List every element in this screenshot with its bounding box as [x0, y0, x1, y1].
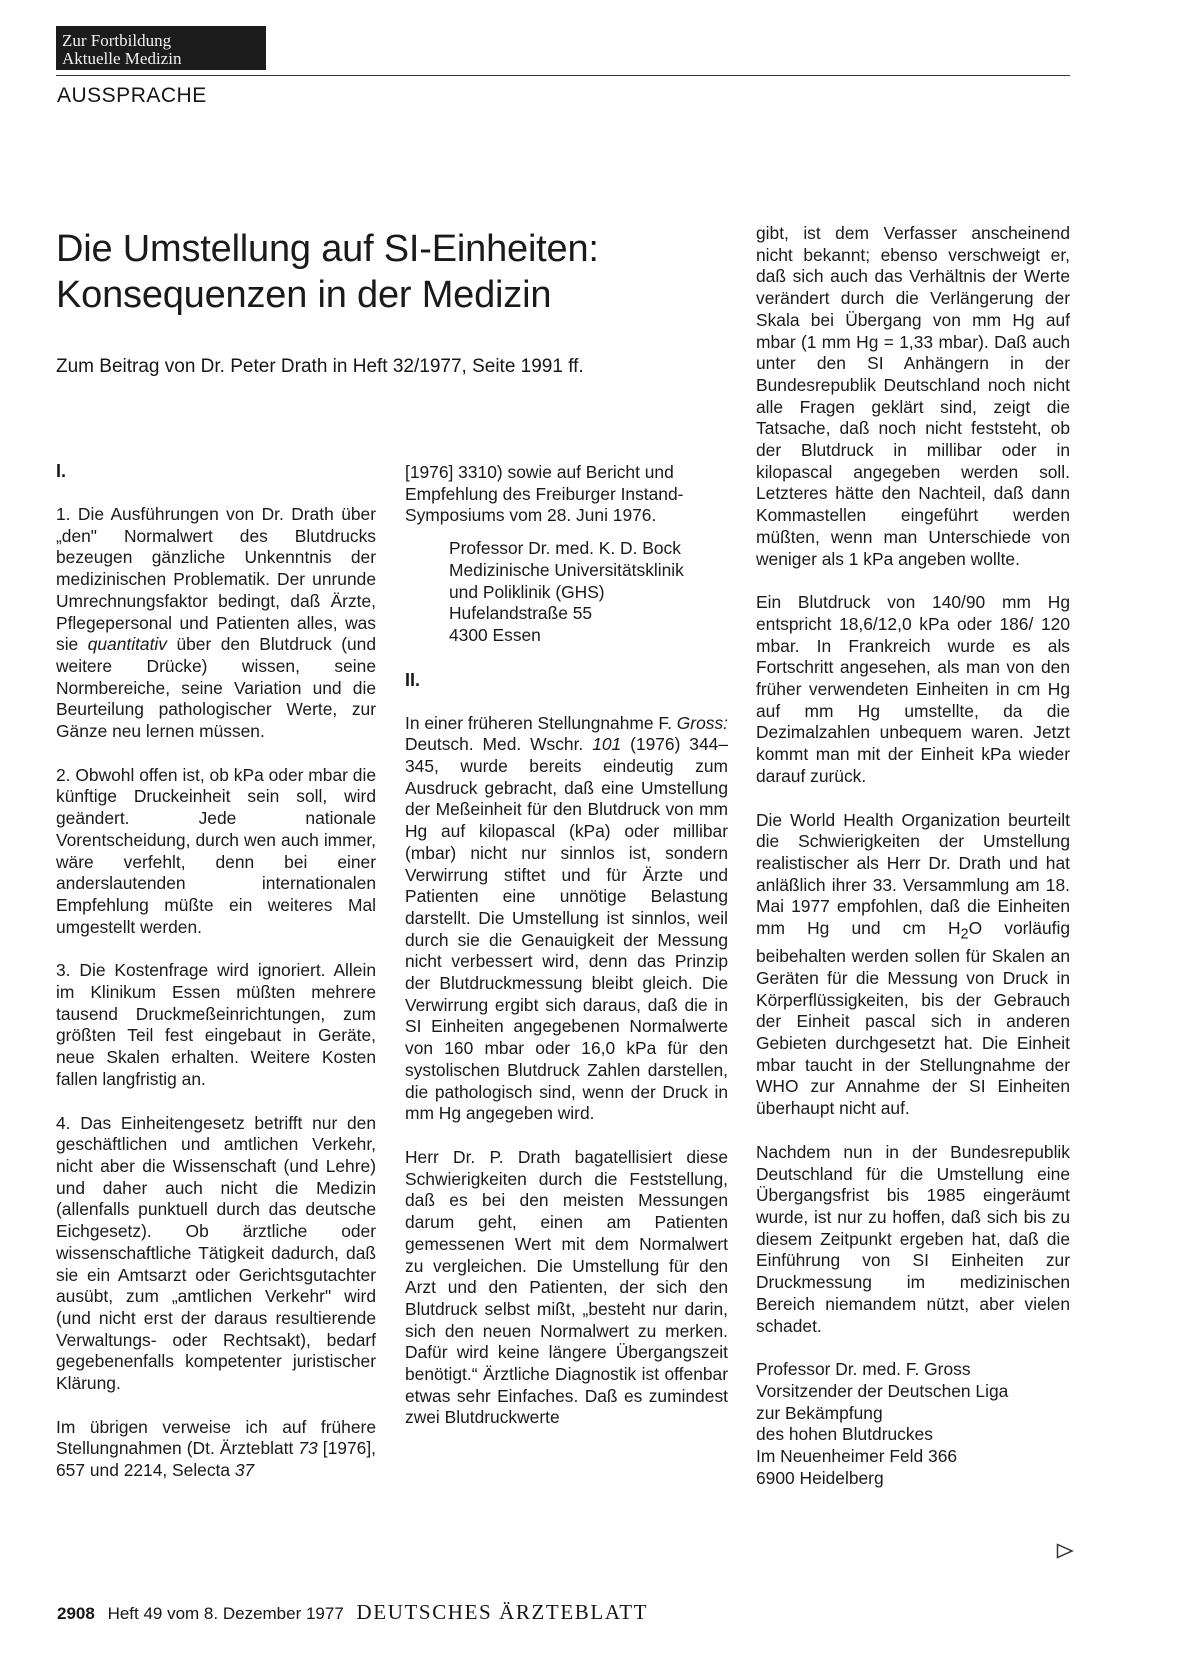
section-label: AUSSPRACHE — [57, 84, 207, 107]
category-tag-line-2: Aktuelle Medizin — [62, 49, 182, 68]
part-2-paragraph-4: Die World Health Organization beurteilt die Schwierigkeiten der Umstellung realistischer als Herr Dr. Drath und hat anläßlich ihrer 33. Versammlung am 18. Mai 1977 empfohlen, daß die Einheiten mm Hg und cm $H_2O$ vorläufig beibehalten werden sollen für Skalen an Geräten für die Messung von Druck in Körperflüssigkeiten, bis der Gebrauch der Einheit pascal sich in anderen Gebieten durchgesetzt hat. Die Einheit mbar taucht in der Stellungnahme der WHO zur Annahme der SI Einheiten überhaupt nicht auf. — [756, 809, 1070, 1119]
author-address-bock: Professor Dr. med. K. D. Bock Medizinische Universitätsklinik und Poliklinik (GHS) Hufelandstraße 55 4300 Essen — [449, 538, 684, 645]
part-2-heading: II. — [405, 669, 421, 690]
category-tag — [56, 26, 266, 70]
part-2-paragraph-3: Ein Blutdruck von 140/90 mm Hg entspricht 18,6/12,0 kPa oder 186/ 120 mbar. In Frankreich wurde es als Fortschritt angesehen, als man von den früher verwendeten Einheiten in cm Hg auf mm Hg umstellte, da die Dezimalzahlen unbequem waren. Jetzt kommt man mit der Einheit kPa wieder darauf zurück. — [756, 592, 1070, 786]
citation-volume-101: 101 — [592, 734, 622, 755]
page-number: 2908 — [57, 1604, 95, 1623]
part-2-paragraph-2-start: Herr Dr. P. Drath bagatellisiert diese Schwierigkeiten durch die Feststellung, daß es bei den meisten Messungen darum geht, einen am Patienten gemessenen Wert mit dem Normalwert zu vergleichen. Die Umstellung für den Arzt und den Patienten, der sich den Blutdruck selbst mißt, „besteht nur darin, sich den neuen Normalwert zu merken. Dafür wird keine längere Übergangszeit benötigt.“ Ärztliche Diagnostik ist offenbar etwas sehr Einfaches. Daß es zumindest zwei Blutdruckwerte — [405, 1146, 728, 1428]
part-2-paragraph-1: In einer früheren Stellungnahme F. Gross: Deutsch. Med. Wschr. 101 (1976) 344–345, wurde bereits eindeutig zum Ausdruck gebracht, daß eine Umstellung der Meßeinheit für den Blutdruck von mm Hg auf kilopascal (kPa) oder millibar (mbar) nicht nur sinnlos ist, sondern Verwirrung stiftet und für Ärzte und Patienten eine unnötige Belastung darstellt. Die Umstellung ist sinnlos, weil durch sie die Genauigkeit der Messung nicht verbessert wird, denn das Prinzip der Blutdruckmessung bleibt gleich. Die Verwirrung ergibt sich daraus, daß die in SI Einheiten angegebenen Normalwerte von 160 mbar oder 16,0 kPa für den systolischen Blutdruck Zahlen darstellen, die pathologisch sind, wenn der Druck in mm Hg angegeben wird. — [405, 712, 728, 1124]
article-subtitle: Zum Beitrag von Dr. Peter Drath in Heft 32/1977, Seite 1991 ff. — [56, 356, 584, 377]
header-rule — [56, 75, 1070, 76]
part-2-paragraph-2-end: gibt, ist dem Verfasser anscheinend nicht bekannt; ebenso verschweigt er, daß sich auch das Verhältnis der Werte verändert durch die Verlängerung der Skala bei Übergang von mm Hg auf mbar (1 mm Hg = 1,33 mbar). Daß auch unter den SI Anhängern in der Bundesrepublik Deutschland noch nicht alle Fragen geklärt sind, zeigt die Tatsache, daß noch nicht feststeht, ob der Blutdruck in millibar oder in kilopascal angegeben werden soll. Letzteres hätte den Nachteil, daß dann Kommastellen eingeführt werden müßten, wenn man Unterschiede von weniger als 1 kPa angeben wollte. — [756, 223, 1070, 569]
journal-name: DEUTSCHES ÄRZTEBLATT — [356, 1600, 649, 1624]
column-2 — [405, 462, 728, 1429]
issue-info: Heft 49 vom 8. Dezember 1977 — [107, 1604, 344, 1623]
part-1-paragraph-2: 2. Obwohl offen ist, ob kPa oder mbar die künftige Druckeinheit sein soll, wird geändert. Jede nationale Vorentscheidung, durch wen auch immer, wäre verfehlt, denn bei einer anderslautenden internationalen Empfehlung müßte ein weiteres Mal umgestellt werden. — [56, 764, 376, 937]
page-footer — [57, 1600, 648, 1625]
column-3 — [756, 223, 1070, 1489]
part-1-paragraph-3: 3. Die Kostenfrage wird ignoriert. Allein im Klinikum Essen müßten mehrere tausend Druckmeßeinrichtungen, zum größten Teil fest eingebaut in Geräte, neue Skalen erhalten. Weitere Kosten fallen langfristig an. — [56, 960, 376, 1089]
part-1-paragraph-4: 4. Das Einheitengesetz betrifft nur den geschäftlichen und amtlichen Verkehr, nicht aber die Wissenschaft (und Lehre) und daher auch nicht die Medizin (allenfalls punktuell durch das deutsche Eichgesetz). Ob ärztliche oder wissenschaftliche Tätigkeit dadurch, daß sie ein Amtsarzt oder Gerichtsgutachter ausübt, zum „amtlichen Verkehr" wird (und nicht erst der daraus resultierende Verwaltungs- oder Rechtsakt), bedarf gegebenenfalls kompetenter juristischer Klärung. — [56, 1112, 376, 1394]
citation-volume-73: 73 — [298, 1438, 318, 1459]
continue-arrow-icon — [1056, 1543, 1074, 1559]
part-1-paragraph-5-start: Im übrigen verweise ich auf frühere Stellungnahmen (Dt. Ärzteblatt 73 [1976], 657 und 2214, Selecta 37 — [56, 1416, 376, 1481]
citation-volume-37: 37 — [234, 1460, 255, 1481]
part-2-paragraph-5: Nachdem nun in der Bundesrepublik Deutschland für die Umstellung eine Übergangsfrist bis 1985 eingeräumt wurde, ist nur zu hoffen, daß sich bis zu diesem Zeitpunkt ergeben hat, daß die Einführung von SI Einheiten zur Druckmessung im medizinischen Bereich niemandem nützt, aber vielen schadet. — [756, 1141, 1070, 1336]
part-1-heading: I. — [56, 461, 67, 481]
article-title — [56, 226, 599, 318]
part-1-paragraph-1: 1. Die Ausführungen von Dr. Drath über „den" Normalwert des Blutdrucks bezeugen gänzliche Unkenntnis der medizinischen Problematik. Der unrunde Umrechnungsfaktor bedingt, daß Ärzte, Pflegepersonal und Patienten alles, was sie quantitativ über den Blutdruck (und weitere Drücke) wissen, seine Normbereiche, seine Variation und die Beurteilung pathologischer Werte, zur Gänze neu lernen müssen. — [56, 504, 376, 742]
part-1-paragraph-5-end: [1976] 3310) sowie auf Bericht und Empfehlung des Freiburger Instand-Symposiums vom 28. Juni 1976. — [405, 462, 684, 526]
author-address-gross: Professor Dr. med. F. Gross Vorsitzender der Deutschen Liga zur Bekämpfung des hohen Blutdruckes Im Neuenheimer Feld 366 6900 Heidelberg — [756, 1359, 1009, 1488]
subscript-2: 2 — [960, 926, 969, 943]
column-1 — [56, 460, 376, 1482]
emphasis-quantitativ: quantitativ — [87, 634, 167, 655]
author-name-gross: Gross: — [676, 712, 728, 733]
article-title-line-2: Konsequenzen in der Medizin — [56, 274, 552, 316]
article-title-line-1: Die Umstellung auf SI-Einheiten: — [56, 228, 599, 270]
category-tag-line-1: Zur Fortbildung — [62, 31, 172, 50]
